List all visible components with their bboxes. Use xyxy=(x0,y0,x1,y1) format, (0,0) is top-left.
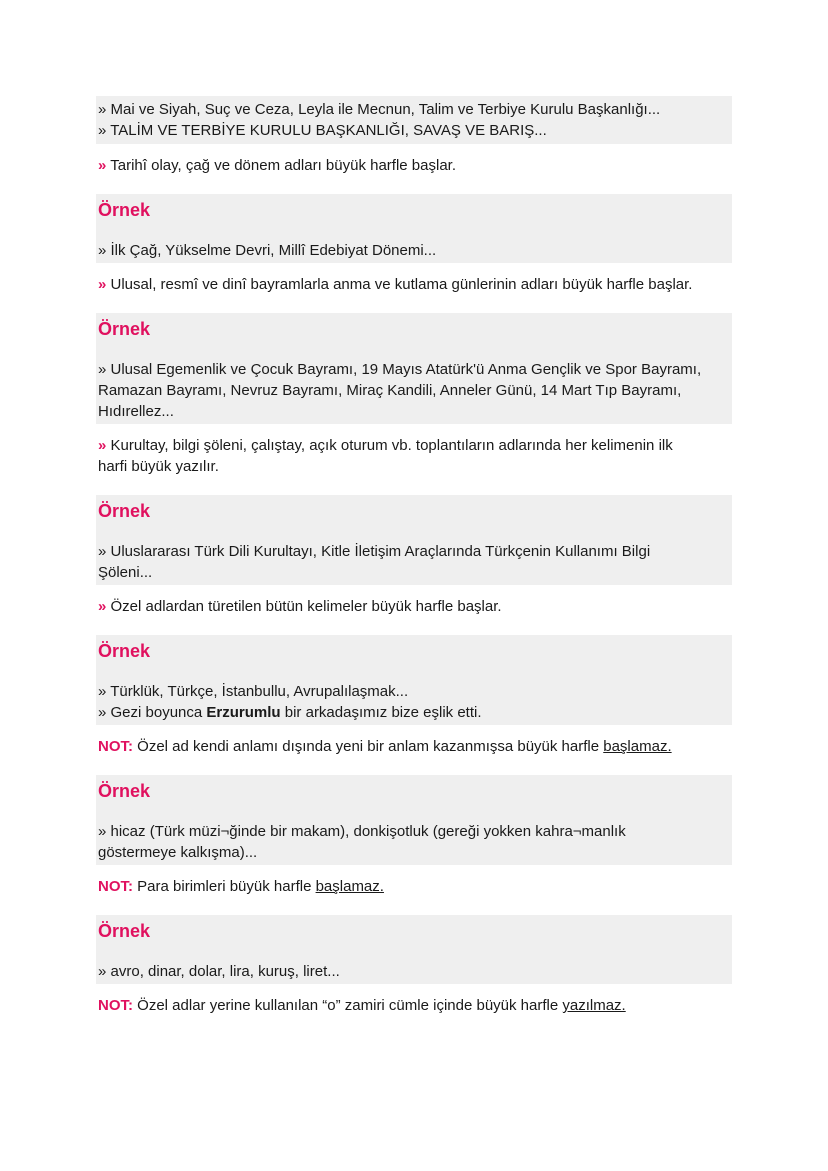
example-title: Örnek xyxy=(98,781,151,801)
note-underline: başlamaz. xyxy=(603,738,672,755)
rule-text: Kurultay, bilgi şöleni, çalıştay, açık oturum vb. toplantıların adlarında her kelimenin ilk xyxy=(110,437,673,454)
note-label: NOT: xyxy=(98,997,133,1014)
note-pronoun xyxy=(96,995,732,1016)
example-box-6 xyxy=(96,915,732,984)
example-line: » Uluslararası Türk Dili Kurultayı, Kitle İletişim Araçlarında Türkçenin Kullanımı Bilgi xyxy=(98,543,651,560)
note-text: Özel adlar yerine kullanılan “o” zamiri cümle içinde büyük harfle xyxy=(137,997,563,1014)
intro-line-2: » TALİM VE TERBİYE KURULU BAŞKANLIĞI, SAVAŞ VE BARIŞ... xyxy=(98,122,547,139)
example-line: » hicaz (Türk müzi¬ğinde bir makam), donkişotluk (gereği yokken kahra¬manlık xyxy=(98,823,626,840)
bullet-mark: » xyxy=(98,598,107,615)
example-line: » İlk Çağ, Yükselme Devri, Millî Edebiyat Dönemi... xyxy=(98,242,437,259)
note-text: Özel ad kendi anlamı dışında yeni bir anlam kazanmışsa büyük harfle xyxy=(137,738,604,755)
example-title: Örnek xyxy=(98,319,151,339)
bullet-mark: » xyxy=(98,437,107,454)
example-line: » avro, dinar, dolar, lira, kuruş, liret... xyxy=(98,963,340,980)
example-box-5 xyxy=(96,775,732,865)
example-line: Hıdırellez... xyxy=(98,403,174,420)
example-title: Örnek xyxy=(98,641,151,661)
rule-holidays xyxy=(96,274,732,295)
bullet-mark: » xyxy=(98,276,107,293)
example-title: Örnek xyxy=(98,501,151,521)
example-line: Şöleni... xyxy=(98,564,153,581)
example-line: » Türklük, Türkçe, İstanbullu, Avrupalılaşmak... xyxy=(98,683,409,700)
rule-text: Tarihî olay, çağ ve dönem adları büyük harfle başlar. xyxy=(110,157,456,174)
rule-meetings xyxy=(96,435,732,477)
example-box-2 xyxy=(96,313,732,424)
note-label: NOT: xyxy=(98,738,133,755)
example-line: » Ulusal Egemenlik ve Çocuk Bayramı, 19 Mayıs Atatürk'ü Anma Gençlik ve Spor Bayramı, xyxy=(98,361,702,378)
example-text: bir arkadaşımız bize eşlik etti. xyxy=(280,704,482,721)
example-line: göstermeye kalkışma)... xyxy=(98,844,258,861)
example-box-3 xyxy=(96,495,732,585)
example-bold-word: Erzurumlu xyxy=(206,704,281,721)
rule-text: Özel adlardan türetilen bütün kelimeler büyük harfle başlar. xyxy=(110,598,502,615)
bullet-mark: » xyxy=(98,157,107,174)
note-currencies xyxy=(96,876,732,897)
note-underline: başlamaz. xyxy=(315,878,384,895)
note-text: Para birimleri büyük harfle xyxy=(137,878,316,895)
rule-derived-words xyxy=(96,596,732,617)
example-text: » Gezi boyunca xyxy=(98,704,207,721)
example-line: Ramazan Bayramı, Nevruz Bayramı, Miraç Kandili, Anneler Günü, 14 Mart Tıp Bayramı, xyxy=(98,382,682,399)
note-underline: yazılmaz. xyxy=(562,997,626,1014)
note-label: NOT: xyxy=(98,878,133,895)
rule-text-cont: harfi büyük yazılır. xyxy=(98,458,219,475)
example-line xyxy=(98,702,730,723)
example-box-1 xyxy=(96,194,732,263)
rule-text: Ulusal, resmî ve dinî bayramlarla anma ve kutlama günlerinin adları büyük harfle başlar. xyxy=(110,276,693,293)
example-title: Örnek xyxy=(98,921,151,941)
intro-example-box xyxy=(96,96,732,144)
example-box-4 xyxy=(96,635,732,725)
intro-line-1: » Mai ve Siyah, Suç ve Ceza, Leyla ile Mecnun, Talim ve Terbiye Kurulu Başkanlığı... xyxy=(98,101,661,118)
rule-historical-events xyxy=(96,155,732,176)
document-page xyxy=(96,96,732,1016)
note-new-meaning xyxy=(96,736,732,757)
example-title: Örnek xyxy=(98,200,151,220)
